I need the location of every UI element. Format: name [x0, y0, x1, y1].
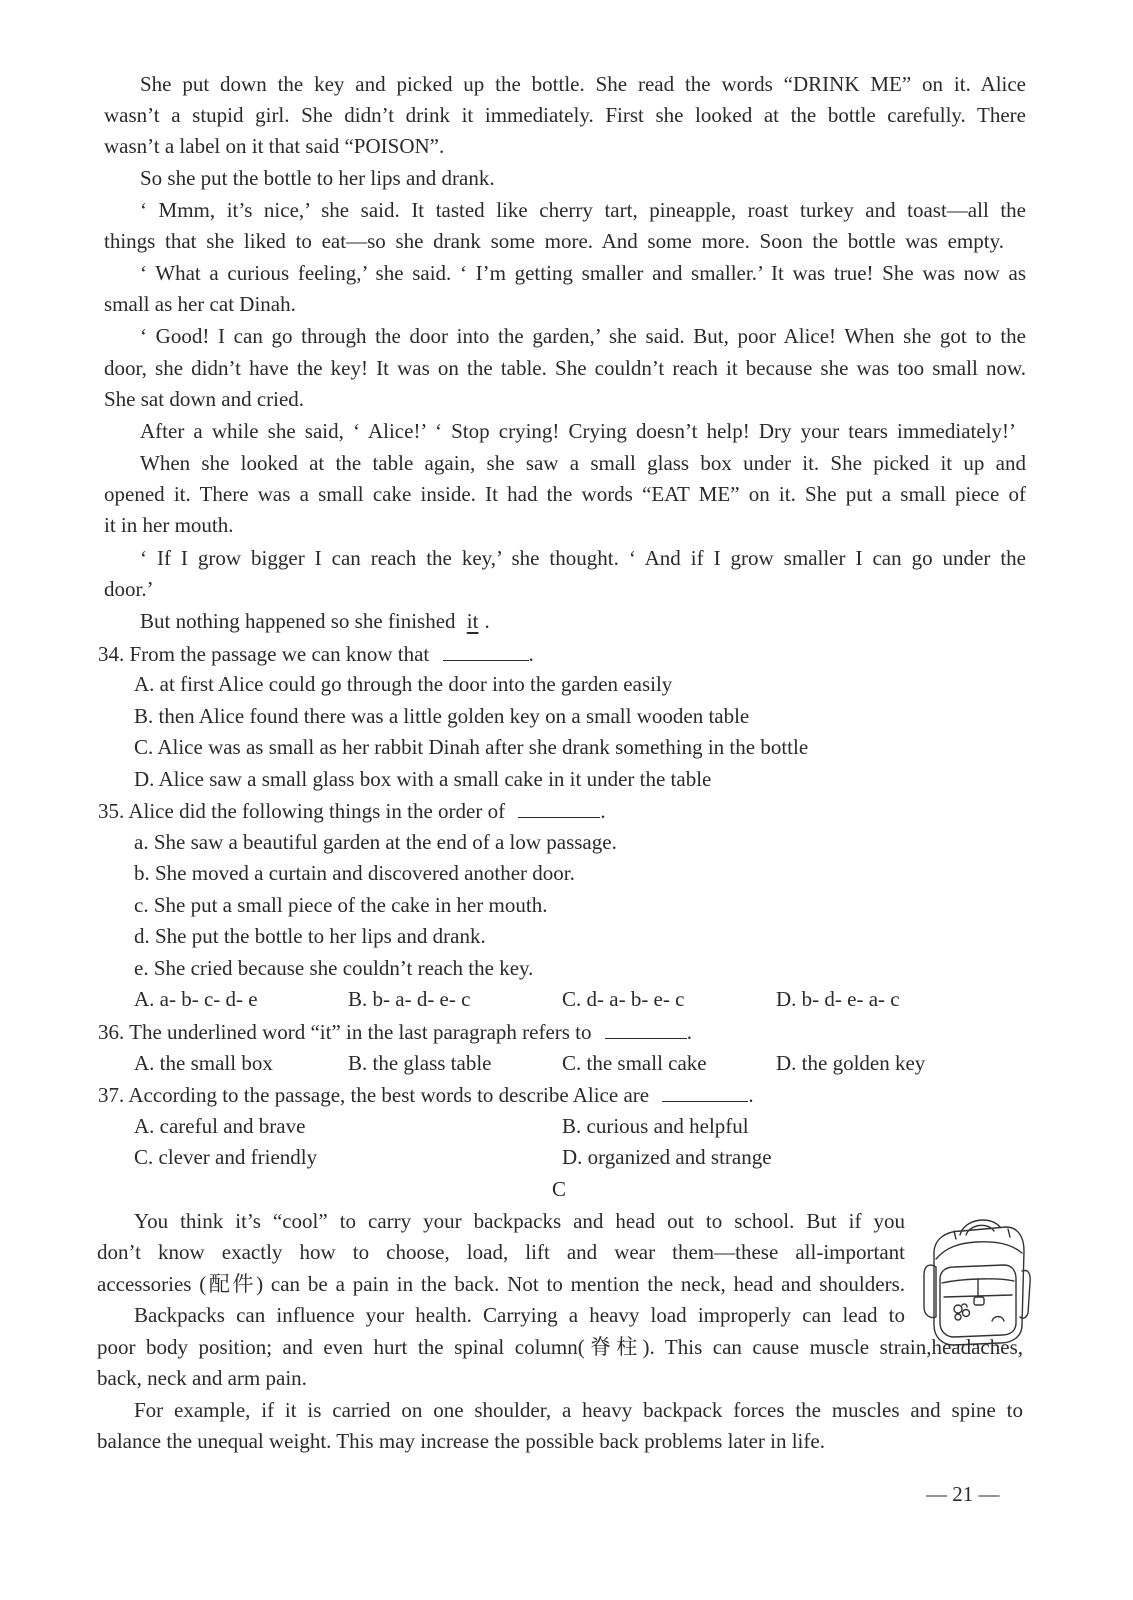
- passage-line: She put down the key and picked up the bottle. She read the words “DRINK ME” on it. Alice: [140, 72, 1026, 96]
- passage-line: wasn’t a label on it that said “POISON”.: [104, 134, 445, 158]
- question-37-stem: 37. According to the passage, the best words to describe Alice are .: [98, 1083, 754, 1107]
- passage-line: wasn’t a stupid girl. She didn’t drink it immediately. First she looked at the bottle carefully. There: [104, 103, 1026, 127]
- q37-option-c: C. clever and friendly: [134, 1145, 318, 1169]
- passage-line: small as her cat Dinah.: [104, 292, 296, 316]
- passage-line: ‘ What a curious feeling,’ she said. ‘ I’m getting smaller and smaller.’ It was true! She was now as: [140, 261, 1026, 285]
- page-number: — 21 —: [926, 1482, 1000, 1506]
- passage-last-line: [140, 608, 490, 634]
- q37-option-b: B. curious and helpful: [562, 1114, 749, 1138]
- q36-option-d: D. the golden key: [776, 1051, 926, 1075]
- question-35-stem: 35. Alice did the following things in the order of .: [98, 799, 606, 823]
- passage-line: ‘ Mmm, it’s nice,’ she said. It tasted like cherry tart, pineapple, roast turkey and toast—all the: [140, 198, 1026, 222]
- q34-option-d: D. Alice saw a small glass box with a small cake in it under the table: [134, 767, 712, 791]
- q35-option-c: C. d- a- b- e- c: [562, 987, 685, 1011]
- last-line-prefix: But nothing happened so she finished: [140, 609, 456, 633]
- section-c-line: For example, if it is carried on one shoulder, a heavy backpack forces the muscles and spine to: [134, 1398, 1023, 1422]
- underlined-word-it: it: [466, 609, 479, 633]
- q34-option-a: A. at first Alice could go through the door into the garden easily: [134, 672, 673, 696]
- last-line-suffix: .: [484, 609, 490, 633]
- answer-blank: [662, 1081, 748, 1102]
- q35-event-c: c. She put a small piece of the cake in her mouth.: [134, 893, 548, 917]
- passage-line: She sat down and cried.: [104, 387, 305, 411]
- passage-line: door.’: [104, 577, 154, 601]
- q35-option-d: D. b- d- e- a- c: [776, 987, 900, 1011]
- q35-event-d: d. She put the bottle to her lips and drank.: [134, 924, 486, 948]
- question-stem-text: 37. According to the passage, the best words to describe Alice are: [98, 1083, 650, 1107]
- passage-line: So she put the bottle to her lips and drank.: [140, 166, 495, 190]
- q34-option-c: C. Alice was as small as her rabbit Dinah after she drank something in the bottle: [134, 735, 809, 759]
- passage-line: ‘ If I grow bigger I can reach the key,’ she thought. ‘ And if I grow smaller I can go under the: [140, 546, 1026, 570]
- passage-line: it in her mouth.: [104, 513, 234, 537]
- section-c-line: don’t know exactly how to choose, load, lift and wear them—these all-important: [97, 1240, 905, 1264]
- question-36-stem: 36. The underlined word “it” in the last paragraph refers to .: [98, 1020, 693, 1044]
- q35-event-b: b. She moved a curtain and discovered another door.: [134, 861, 575, 885]
- answer-blank: [443, 640, 529, 661]
- question-stem-text: 36. The underlined word “it” in the last paragraph refers to: [98, 1020, 592, 1044]
- section-c-line: accessories (配件) can be a pain in the back. Not to mention the neck, head and shoulders.: [97, 1272, 905, 1296]
- q35-option-a: A. a- b- c- d- e: [134, 987, 258, 1011]
- q35-option-b: B. b- a- d- e- c: [348, 987, 471, 1011]
- q34-option-b: B. then Alice found there was a little golden key on a small wooden table: [134, 704, 750, 728]
- q36-option-c: C. the small cake: [562, 1051, 707, 1075]
- question-stem-text: 35. Alice did the following things in the order of: [98, 799, 506, 823]
- q36-option-b: B. the glass table: [348, 1051, 492, 1075]
- q35-event-e: e. She cried because she couldn’t reach the key.: [134, 956, 534, 980]
- section-c-line: back, neck and arm pain.: [97, 1366, 307, 1390]
- question-stem-text: 34. From the passage we can know that: [98, 642, 430, 666]
- section-c-line: You think it’s “cool” to carry your backpacks and head out to school. But if you: [134, 1209, 905, 1233]
- q37-option-d: D. organized and strange: [562, 1145, 772, 1169]
- section-c-line: balance the unequal weight. This may increase the possible back problems later in life.: [97, 1429, 825, 1453]
- passage-line: When she looked at the table again, she saw a small glass box under it. She picked it up and: [140, 451, 1026, 475]
- section-heading: C: [552, 1177, 567, 1201]
- passage-line: ‘ Good! I can go through the door into the garden,’ she said. But, poor Alice! When she got to the: [140, 324, 1026, 348]
- answer-blank: [605, 1018, 687, 1039]
- answer-blank: [518, 797, 600, 818]
- backpack-illustration: [920, 1213, 1032, 1351]
- section-c-line: poor body position; and even hurt the spinal column(脊柱). This can cause muscle strain,headaches,: [97, 1335, 1023, 1359]
- q35-event-a: a. She saw a beautiful garden at the end of a low passage.: [134, 830, 617, 854]
- passage-line: opened it. There was a small cake inside. It had the words “EAT ME” on it. She put a small piece of: [104, 482, 1026, 506]
- q36-option-a: A. the small box: [134, 1051, 273, 1075]
- section-c-line: Backpacks can influence your health. Carrying a heavy load improperly can lead to: [134, 1303, 905, 1327]
- passage-line: door, she didn’t have the key! It was on the table. She couldn’t reach it because she was too small now.: [104, 356, 1026, 380]
- passage-line: things that she liked to eat—so she drank some more. And some more. Soon the bottle was empty.: [104, 229, 1004, 253]
- q37-option-a: A. careful and brave: [134, 1114, 306, 1138]
- passage-line: After a while she said, ‘ Alice!’ ‘ Stop crying! Crying doesn’t help! Dry your tears immediately!’: [140, 419, 1016, 443]
- question-34-stem: 34. From the passage we can know that .: [98, 642, 534, 666]
